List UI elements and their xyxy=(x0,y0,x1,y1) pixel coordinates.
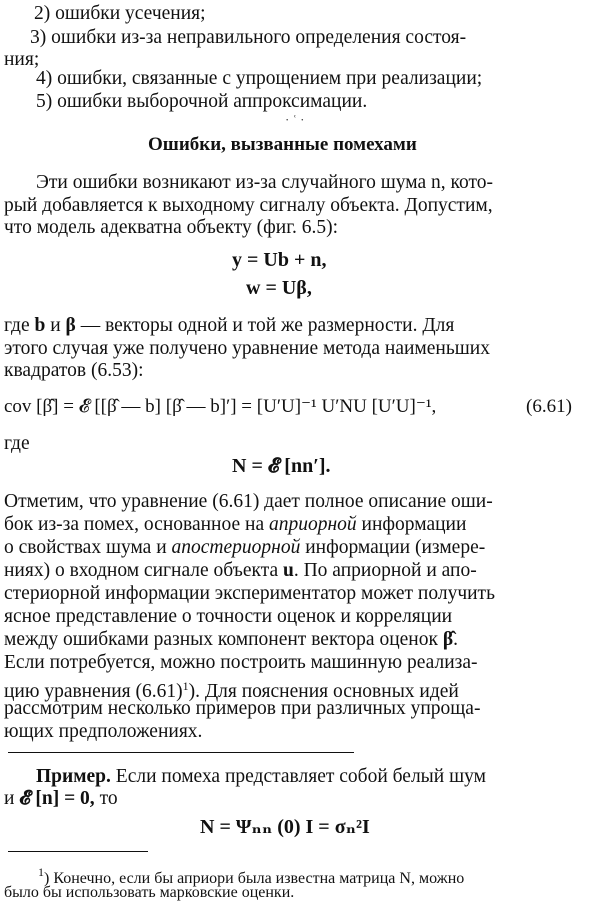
para3-line3-text: о свойствах шума и xyxy=(4,537,167,558)
para2-line3: квадратов (6.53): xyxy=(4,360,144,381)
para2-line1 xyxy=(4,314,454,338)
example-expectation: 𝓔 [n] = 0, xyxy=(19,788,95,809)
footnote-ref: 1 xyxy=(182,679,189,693)
para2-line2: этого случая уже получено уравнение метода наименьших xyxy=(4,338,490,359)
footnote-rule xyxy=(8,851,148,852)
example-line2 xyxy=(4,787,118,811)
para2-symbol-beta: β xyxy=(65,315,76,336)
list-item-3-cont: ния; xyxy=(4,49,40,70)
list-item-3: 3) ошибки из-за неправильного определения состоя- xyxy=(30,27,467,48)
para3-line5: стериорной информации экспериментатор может получить xyxy=(4,583,495,604)
para1-line2: рый добавляется к выходному сигналу объекта. Допустим, xyxy=(4,195,493,216)
equation-y: y = Ub + n, xyxy=(232,249,327,271)
equation-white-noise: N = Ψₙₙ (0) I = σₙ²I xyxy=(200,816,370,838)
example-line1-text: Если помеха представляет собой белый шум xyxy=(115,766,486,787)
example-label: Пример. xyxy=(36,766,111,787)
para3-italic-aposteriori: апостериорной xyxy=(171,537,301,558)
separator-rule xyxy=(8,752,354,753)
para3-line7 xyxy=(4,628,458,652)
para2-line1-rest: — векторы одной и той же размерности. Для xyxy=(80,315,455,336)
para3-line4-text: ниях) о входном сигнале объекта xyxy=(4,560,279,581)
para3-line8: Если потребуется, можно построить машинную реализа- xyxy=(4,652,478,673)
para3-line4 xyxy=(4,559,477,583)
para3-symbol-beta-hat: β̂ xyxy=(442,629,454,650)
list-item-5: 5) ошибки выборочной аппроксимации. xyxy=(36,91,368,112)
para3-line3 xyxy=(4,536,485,560)
list-item-2: 2) ошибки усечения; xyxy=(34,3,206,24)
para3-line3-end: информации (измере- xyxy=(305,537,486,558)
para3-line2-end: информации xyxy=(361,514,467,535)
para1-line1 xyxy=(36,171,493,195)
para2-symbol-b: b xyxy=(34,315,46,336)
para3-line10: рассмотрим несколько примеров при различных упроща- xyxy=(4,698,481,719)
section-title: Ошибки, вызванные помехами xyxy=(148,134,417,155)
para2-word-gde: где xyxy=(4,315,30,336)
example-word-i: и xyxy=(4,788,15,809)
para3-line9-text: цию уравнения (6.61) xyxy=(4,681,183,702)
list-item-4: 4) ошибки, связанные с упрощением при реализации; xyxy=(36,68,483,89)
para3-line7-text: между ошибками разных компонент вектора оценок xyxy=(4,629,438,650)
para3-line9-end: ). Для пояснения основных идей xyxy=(188,681,459,702)
para3-line2-text: бок из-за помех, основанное на xyxy=(4,514,265,535)
para3-line7-end: . xyxy=(453,629,458,650)
ornament: · ʿ · xyxy=(285,112,305,127)
equation-cov: cov [β̂] = 𝓔 [[β̂ — b] [β̂ — b]′] = [U′U]⁻¹ U′NU [U′U]⁻¹, xyxy=(4,396,437,417)
para3-line11: ющих предположениях. xyxy=(4,721,203,742)
footnote-line2: было бы использовать марковские оценки. xyxy=(4,884,295,901)
para1-line3: что модель адекватна объекту (фиг. 6.5): xyxy=(4,217,339,238)
para3-line4-end: . По априорной и апо- xyxy=(293,560,477,581)
para3-italic-apriori: априорной xyxy=(268,514,357,535)
para3-line6: ясное представление о точности оценок и корреляции xyxy=(4,606,453,627)
equation-number: (6.61) xyxy=(526,396,572,417)
equation-N: N = 𝓔 [nn′]. xyxy=(232,455,331,477)
example-word-to: то xyxy=(99,788,118,809)
para2-word-i: и xyxy=(50,315,61,336)
para1-line1-text: Эти ошибки возникают из-за случайного шума n, кото- xyxy=(36,172,494,193)
para3-line2 xyxy=(4,513,466,537)
para3-line1: Отметим, что уравнение (6.61) дает полное описание оши- xyxy=(4,491,493,512)
footnote-line1-text: ) Конечно, если бы априори была известна матрица N, можно xyxy=(44,870,465,887)
example-line1 xyxy=(36,765,486,789)
gde-label: где xyxy=(4,433,30,454)
para3-symbol-u: u xyxy=(282,560,294,581)
equation-w: w = Uβ, xyxy=(246,277,312,299)
footnote-mark: 1 xyxy=(38,865,44,879)
